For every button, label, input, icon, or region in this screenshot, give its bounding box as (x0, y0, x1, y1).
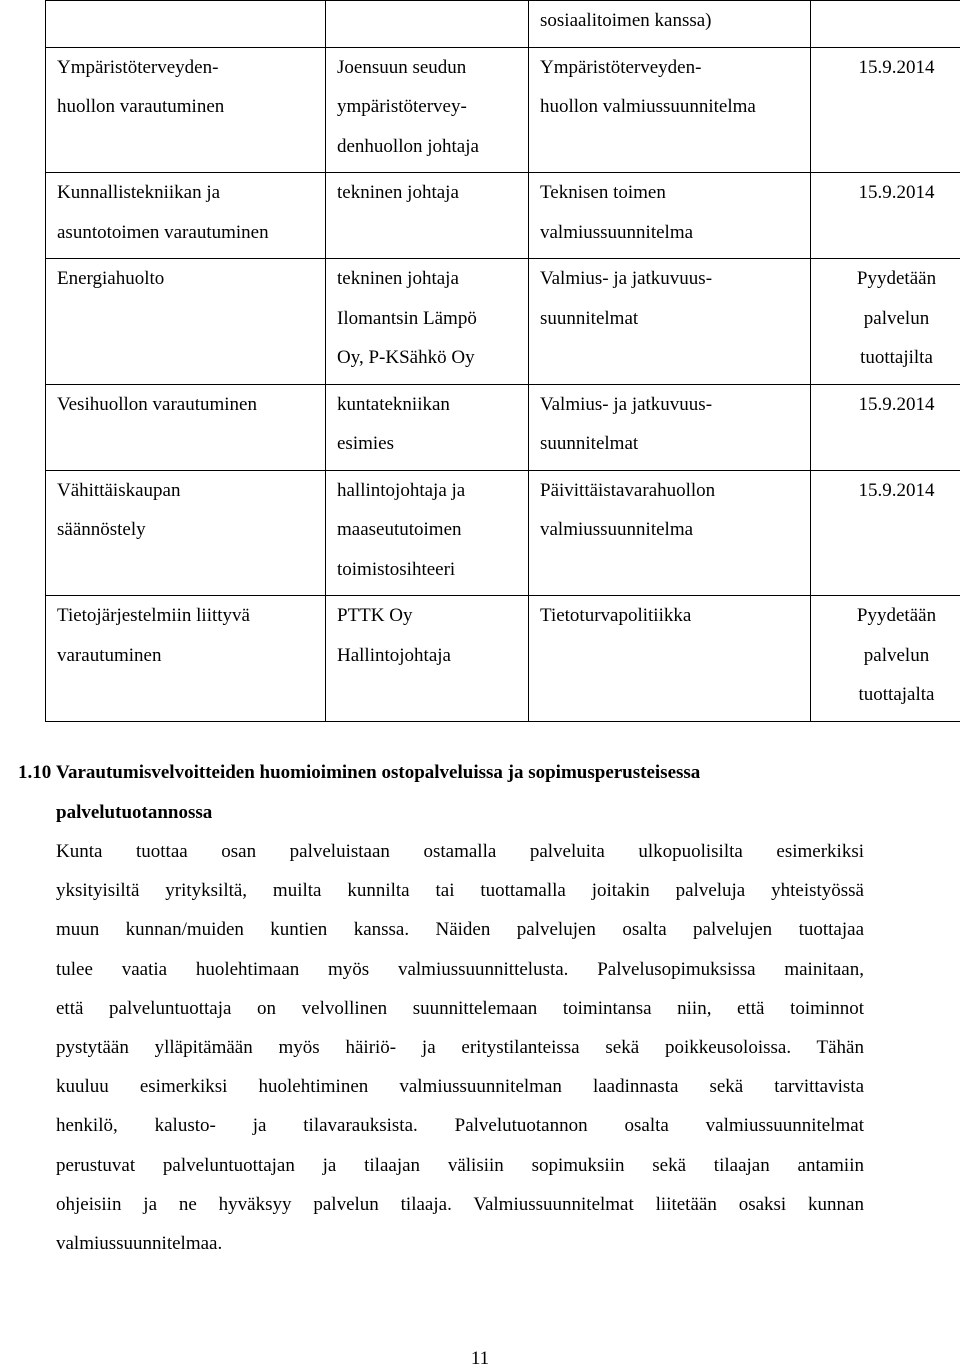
table-cell-line: Vähittäiskaupan (57, 471, 325, 511)
paragraph-line: valmiussuunnitelmaa. (56, 1224, 864, 1263)
table-cell-line: tuottajilta (811, 338, 960, 378)
table-cell-responsible (326, 384, 529, 470)
table-cell-responsible (326, 259, 529, 385)
table-cell-date (811, 596, 960, 722)
paragraph-line: kuuluu esimerkiksi huolehtiminen valmiussuunnitelman laadinnasta sekä tarvittavista (56, 1067, 864, 1106)
table-cell-date (811, 259, 960, 385)
table-cell-line: palvelun (811, 299, 960, 339)
paragraph-line: muun kunnan/muiden kuntien kanssa. Näiden palvelujen osalta palvelujen tuottajaa (56, 910, 864, 949)
table-cell-line: 15.9.2014 (811, 48, 960, 88)
table-cell-line: varautuminen (57, 636, 325, 676)
table-cell-line: kuntatekniikan (337, 385, 528, 425)
table-cell-line: suunnitelmat (540, 299, 810, 339)
table-cell-responsible (326, 470, 529, 596)
table-cell-line: PTTK Oy (337, 596, 528, 636)
paragraph-line: yksityisiltä yrityksiltä, muilta kunnilta tai tuottamalla joitakin palveluja yhteistyössä (56, 871, 864, 910)
table-row (46, 259, 960, 385)
table-cell-responsible (326, 1, 529, 48)
table-cell-line: Pyydetään (811, 596, 960, 636)
table-cell-area (46, 470, 326, 596)
table-cell-line: esimies (337, 424, 528, 464)
table-cell-plan (529, 47, 811, 173)
table-cell-line: tuottajalta (811, 675, 960, 715)
table-cell-date (811, 384, 960, 470)
paragraph-line: perustuvat palveluntuottajan ja tilaajan välisiin sopimuksiin sekä tilaajan antamiin (56, 1146, 864, 1185)
table-cell-plan (529, 596, 811, 722)
section-title-line: palvelutuotannossa (56, 793, 876, 833)
table-cell-line: Teknisen toimen (540, 173, 810, 213)
table-cell-line: Hallintojohtaja (337, 636, 528, 676)
table-cell-area (46, 384, 326, 470)
table-cell-line: Pyydetään (811, 259, 960, 299)
table-row (46, 596, 960, 722)
table-cell-line: denhuollon johtaja (337, 127, 528, 167)
table-cell-line: Päivittäistavarahuollon (540, 471, 810, 511)
table-cell-line: Oy, P-KSähkö Oy (337, 338, 528, 378)
table-cell-date (811, 1, 960, 48)
table-cell-line: tekninen johtaja (337, 173, 528, 213)
table-cell-line: Tietoturvapolitiikka (540, 596, 810, 636)
preparedness-plan-table (45, 0, 960, 722)
table-cell-line: hallintojohtaja ja (337, 471, 528, 511)
table-cell-date (811, 173, 960, 259)
table-cell-line: ympäristötervey- (337, 87, 528, 127)
table-cell-area (46, 173, 326, 259)
table-cell-area (46, 596, 326, 722)
table-cell-line: Ympäristöterveyden- (57, 48, 325, 88)
table-cell-plan (529, 384, 811, 470)
paragraph-line: tulee vaatia huolehtimaan myös valmiussuunnittelusta. Palvelusopimuksissa mainitaan, (56, 950, 864, 989)
table-cell-line: tekninen johtaja (337, 259, 528, 299)
table-cell-date (811, 470, 960, 596)
table-cell-line: 15.9.2014 (811, 173, 960, 213)
table-cell-line: Energiahuolto (57, 259, 325, 299)
table-cell-date (811, 47, 960, 173)
table-cell-line: säännöstely (57, 510, 325, 550)
table-cell-plan (529, 259, 811, 385)
paragraph-line: pystytään ylläpitämään myös häiriö- ja eritystilanteissa sekä poikkeusoloissa. Tähän (56, 1028, 864, 1067)
table-cell-line: Tietojärjestelmiin liittyvä (57, 596, 325, 636)
table-cell-area (46, 1, 326, 48)
section-paragraph (56, 832, 864, 1263)
table-cell-plan (529, 1, 811, 48)
table-cell-line: sosiaalitoimen kanssa) (540, 1, 810, 41)
table-row (46, 384, 960, 470)
table-cell-plan (529, 173, 811, 259)
table-cell-line: Joensuun seudun (337, 48, 528, 88)
table-cell-area (46, 259, 326, 385)
table-cell-responsible (326, 596, 529, 722)
table-cell-line: Ympäristöterveyden- (540, 48, 810, 88)
table-cell-line: Ilomantsin Lämpö (337, 299, 528, 339)
table-cell-line: maaseututoimen (337, 510, 528, 550)
table-cell-responsible (326, 47, 529, 173)
section-number: 1.10 (18, 753, 51, 793)
table-cell-line: Valmius- ja jatkuvuus- (540, 385, 810, 425)
paragraph-line: henkilö, kalusto- ja tilavarauksista. Palvelutuotannon osalta valmiussuunnitelmat (56, 1106, 864, 1145)
table-cell-line: toimistosihteeri (337, 550, 528, 590)
table-cell-line: valmiussuunnitelma (540, 213, 810, 253)
section-title-line: Varautumisvelvoitteiden huomioiminen ostopalveluissa ja sopimusperusteisessa (56, 753, 876, 793)
table-cell-line: huollon valmiussuunnitelma (540, 87, 810, 127)
page-number: 11 (0, 1348, 960, 1370)
table-cell-responsible (326, 173, 529, 259)
table-cell-line: valmiussuunnitelma (540, 510, 810, 550)
table-cell-line: 15.9.2014 (811, 471, 960, 511)
table-cell-area (46, 47, 326, 173)
table-row (46, 47, 960, 173)
paragraph-line: ohjeisiin ja ne hyväksyy palvelun tilaaja. Valmiussuunnitelmat liitetään osaksi kunnan (56, 1185, 864, 1224)
table-row (46, 173, 960, 259)
table-cell-line: Vesihuollon varautuminen (57, 385, 325, 425)
table-cell-line: huollon varautuminen (57, 87, 325, 127)
table-cell-line: Valmius- ja jatkuvuus- (540, 259, 810, 299)
table-cell-line: palvelun (811, 636, 960, 676)
table-row (46, 470, 960, 596)
paragraph-line: että palveluntuottaja on velvollinen suunnittelemaan toimintansa niin, että toiminnot (56, 989, 864, 1028)
table-cell-plan (529, 470, 811, 596)
table-cell-line: asuntotoimen varautuminen (57, 213, 325, 253)
table-cell-line: suunnitelmat (540, 424, 810, 464)
table-cell-line: Kunnallistekniikan ja (57, 173, 325, 213)
table-cell-line: 15.9.2014 (811, 385, 960, 425)
paragraph-line: Kunta tuottaa osan palveluistaan ostamalla palveluita ulkopuolisilta esimerkiksi (56, 832, 864, 871)
section-heading (56, 753, 876, 833)
table-row-continuation (46, 1, 960, 48)
